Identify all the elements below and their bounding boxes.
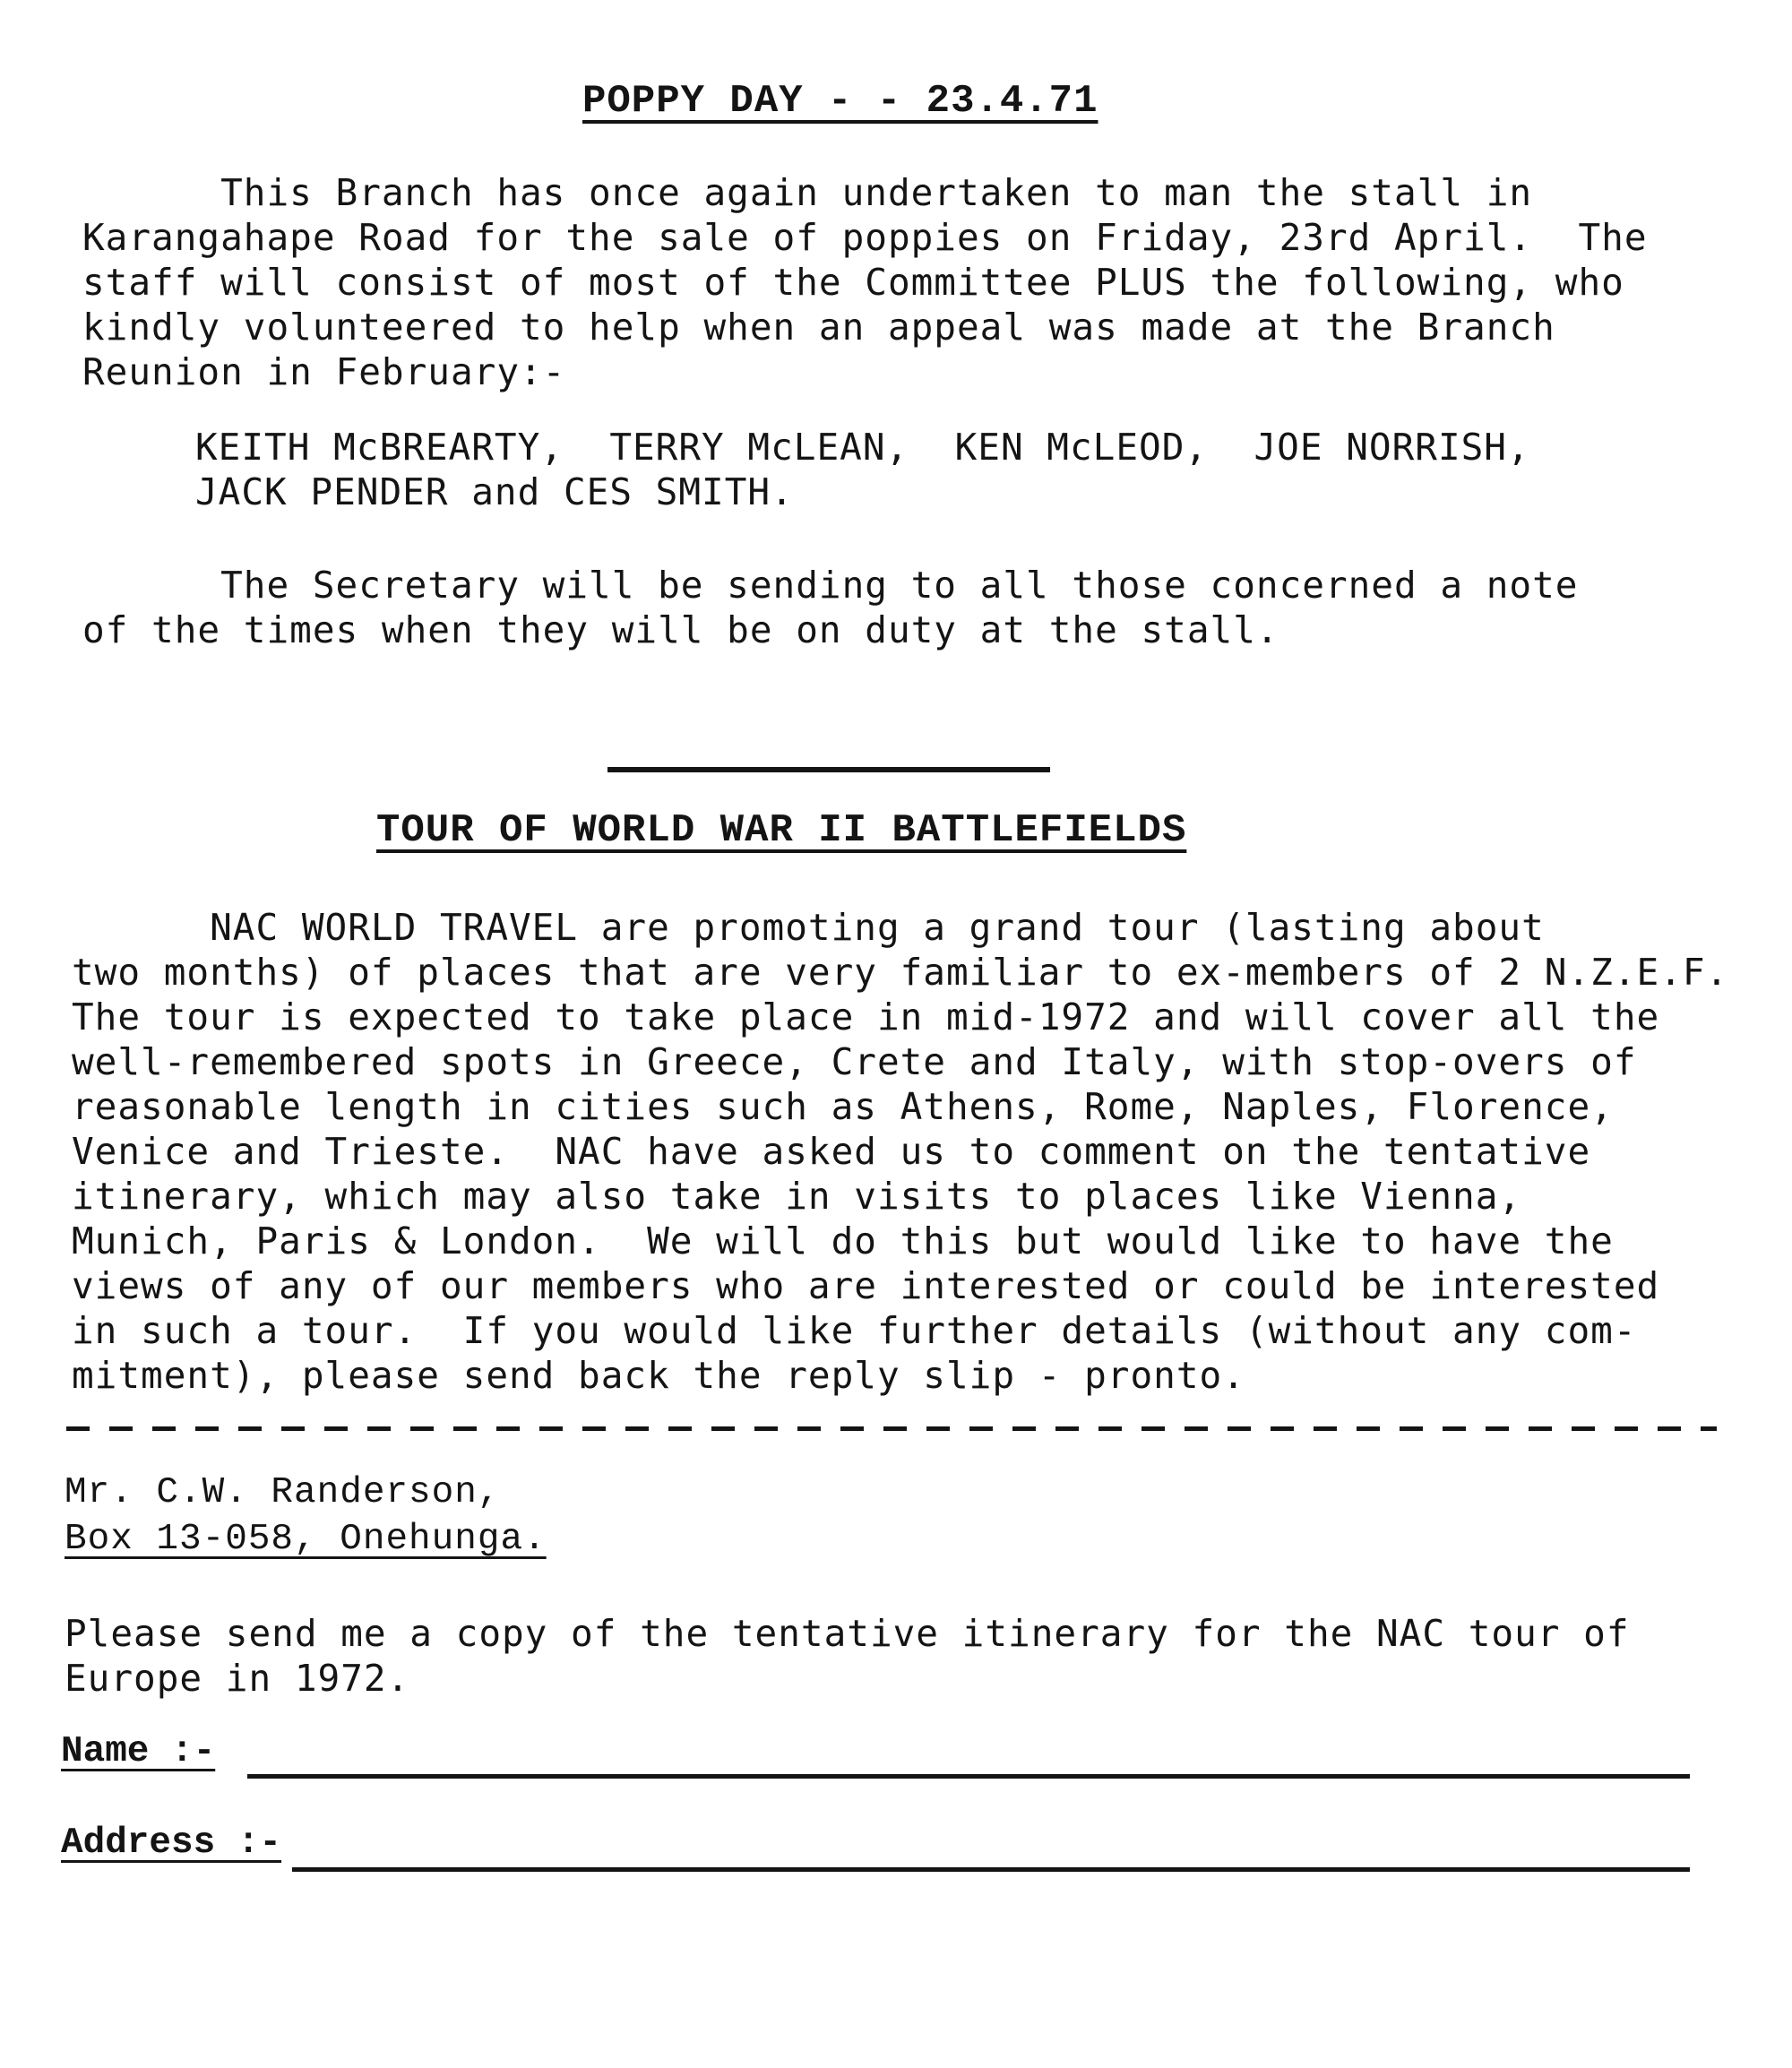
name-label: Name :- bbox=[61, 1731, 216, 1772]
address-label: Address :- bbox=[61, 1822, 282, 1864]
tour-heading: TOUR OF WORLD WAR II BATTLEFIELDS bbox=[376, 808, 1187, 853]
volunteer-names: KEITH McBREARTY, TERRY McLEAN, KEN McLEOD, JOE NORRISH, JACK PENDER and CES SMITH. bbox=[195, 426, 1530, 513]
poppy-day-paragraph: This Branch has once again undertaken to man the stall in Karangahape Road for the sale of poppies on Friday, 23rd April. The staff will consist of most of the Committee PLUS the following, who kindly volunteered to help when an appeal was made at the Branch Reunion in February:- bbox=[82, 171, 1648, 393]
cut-line bbox=[66, 1426, 1717, 1431]
address-line-2: Box 13-058, Onehunga. bbox=[65, 1519, 547, 1560]
tour-paragraph: NAC WORLD TRAVEL are promoting a grand tour (lasting about two months) of places that are very familiar to ex-members of 2 N.Z.E.F. The tour is expected to take place in mid-1972 and will cover all the well-remembered spots in Greece, Crete and Italy, with stop-overs of reasonable length in cities such as Athens, Rome, Naples, Florence, Venice and Trieste. NAC have asked us to comment on the tentative itinerary, which may also take in visits to places like Vienna, Munich, Paris & London. We will do this but would like to have the views of any of our members who are interested or could be interested in such a tour. If you would like further details (without any com- mitment), please send back the reply slip - pronto. bbox=[72, 906, 1729, 1397]
section-divider bbox=[607, 767, 1050, 772]
secretary-note: The Secretary will be sending to all those concerned a note of the times when they will be on duty at the stall. bbox=[82, 564, 1579, 651]
name-field[interactable] bbox=[247, 1774, 1690, 1779]
itinerary-request: Please send me a copy of the tentative itinerary for the NAC tour of Europe in 1972. bbox=[65, 1612, 1630, 1700]
address-field[interactable] bbox=[292, 1867, 1690, 1872]
address-line-1: Mr. C.W. Randerson, bbox=[65, 1472, 501, 1513]
poppy-day-heading: POPPY DAY - - 23.4.71 bbox=[582, 79, 1098, 124]
